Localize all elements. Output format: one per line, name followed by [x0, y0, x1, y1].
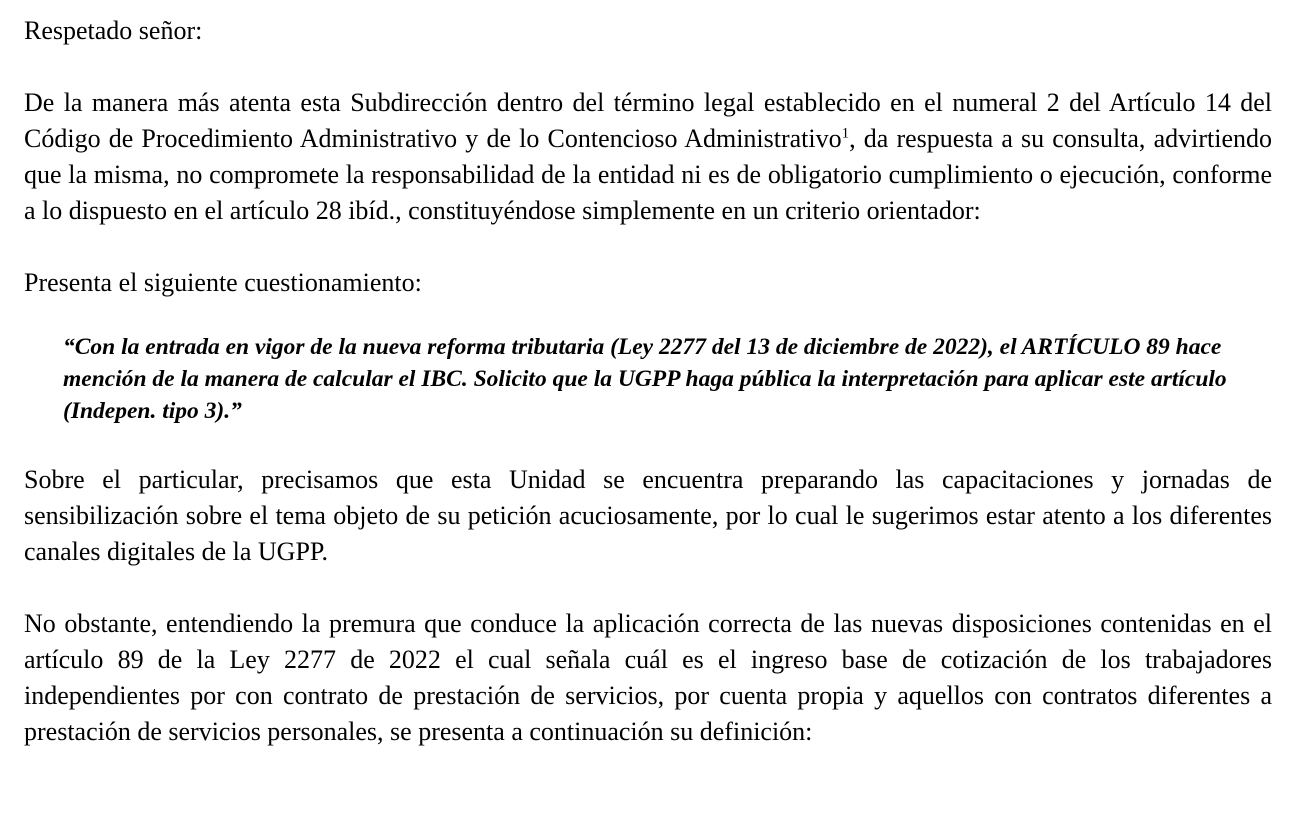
- intro-text-end: , da respuesta a su consulta, advirtiendo que la misma, no compromete la responsabilidad de la entidad ni es de obligatorio cumplimiento o ejecución, conforme a lo dispuesto en el artículo 28 ibíd., constituyéndose simplemente en un criterio orientador:: [24, 124, 1272, 225]
- intro-paragraph: [24, 85, 1272, 229]
- notwithstanding-paragraph: No obstante, entendiendo la premura que conduce la aplicación correcta de las nuevas disposiciones contenidas en el artículo 89 de la Ley 2277 de 2022 el cual señala cuál es el ingreso base de cotización de los trabajadores independientes por con contrato de prestación de servicios, por cuenta propia y aquellos con contratos diferentes a prestación de servicios personales, se presenta a continuación su definición:: [24, 609, 1272, 746]
- question-lead: Presenta el siguiente cuestionamiento:: [24, 268, 422, 297]
- intro-text-start: De la manera más atenta esta Subdirección dentro del término legal establecido en el numeral 2 del Artículo 14 del Código de Procedimiento Administrativo y de lo Contencioso Administrativo: [24, 88, 1272, 153]
- response-paragraph: Sobre el particular, precisamos que esta Unidad se encuentra preparando las capacitaciones y jornadas de sensibilización sobre el tema objeto de su petición acuciosamente, por lo cual le sugerimos estar atento a los diferentes canales digitales de la UGPP.: [24, 465, 1272, 566]
- question-quote: “Con la entrada en vigor de la nueva reforma tributaria (Ley 2277 del 13 de diciembre de 2022), el ARTÍCULO 89 hace mención de la manera de calcular el IBC. Solicito que la UGPP haga pública la interpretación para aplicar este artículo (Indepen. tipo 3).”: [63, 334, 1227, 424]
- letter-body: [24, 13, 1272, 750]
- salutation: Respetado señor:: [24, 16, 203, 45]
- footnote-reference: 1: [841, 125, 850, 142]
